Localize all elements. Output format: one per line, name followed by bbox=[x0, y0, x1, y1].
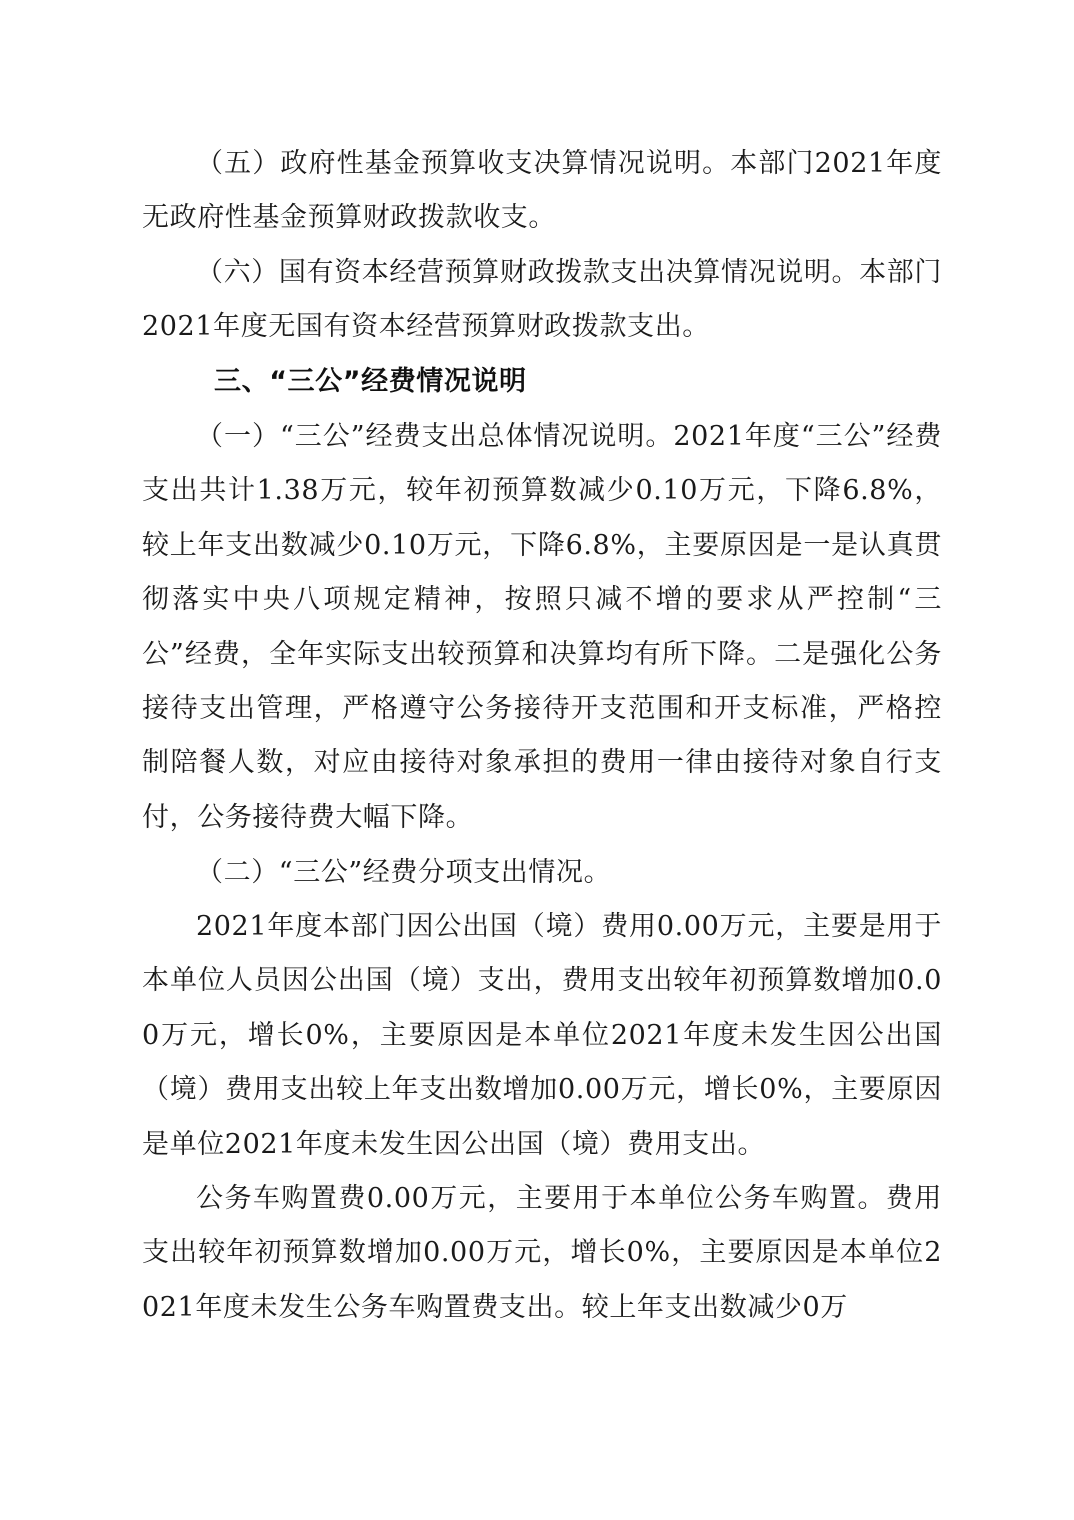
paragraph-overseas-travel-expense: 2021年度本部门因公出国（境）费用0.00万元，主要是用于本单位人员因公出国（境）支出，费用支出较年初预算数增加0.00万元，增长0%，主要原因是本单位2021年度未发生因公出国（境）费用支出较上年支出数增加0.00万元，增长0%，主要原因是单位2021年度未发生因公出国（境）费用支出。 bbox=[142, 911, 942, 1160]
section-heading-three-public-expenses: 三、“三公”经费情况说明 bbox=[214, 366, 527, 397]
paragraph-government-fund-budget: （五）政府性基金预算收支决算情况说明。本部门2021年度无政府性基金预算财政拨款收支。 bbox=[142, 148, 942, 234]
paragraph-state-capital-budget: （六）国有资本经营预算财政拨款支出决算情况说明。本部门2021年度无国有资本经营预算财政拨款支出。 bbox=[142, 257, 942, 343]
paragraph-vehicle-purchase-expense: 公务车购置费0.00万元，主要用于本单位公务车购置。费用支出较年初预算数增加0.00万元，增长0%，主要原因是本单位2021年度未发生公务车购置费支出。较上年支出数减少0万 bbox=[142, 1183, 942, 1323]
paragraph-three-public-overall: （一）“三公”经费支出总体情况说明。2021年度“三公”经费支出共计1.38万元，较年初预算数减少0.10万元，下降6.8%，较上年支出数减少0.10万元，下降6.8%，主要原因是一是认真贯彻落实中央八项规定精神，按照只减不增的要求从严控制“三公”经费，全年实际支出较预算和决算均有所下降。二是强化公务接待支出管理，严格遵守公务接待开支范围和开支标准，严格控制陪餐人数，对应由接待对象承担的费用一律由接待对象自行支付，公务接待费大幅下降。 bbox=[142, 421, 942, 833]
paragraph-three-public-itemized-heading: （二）“三公”经费分项支出情况。 bbox=[196, 857, 612, 888]
